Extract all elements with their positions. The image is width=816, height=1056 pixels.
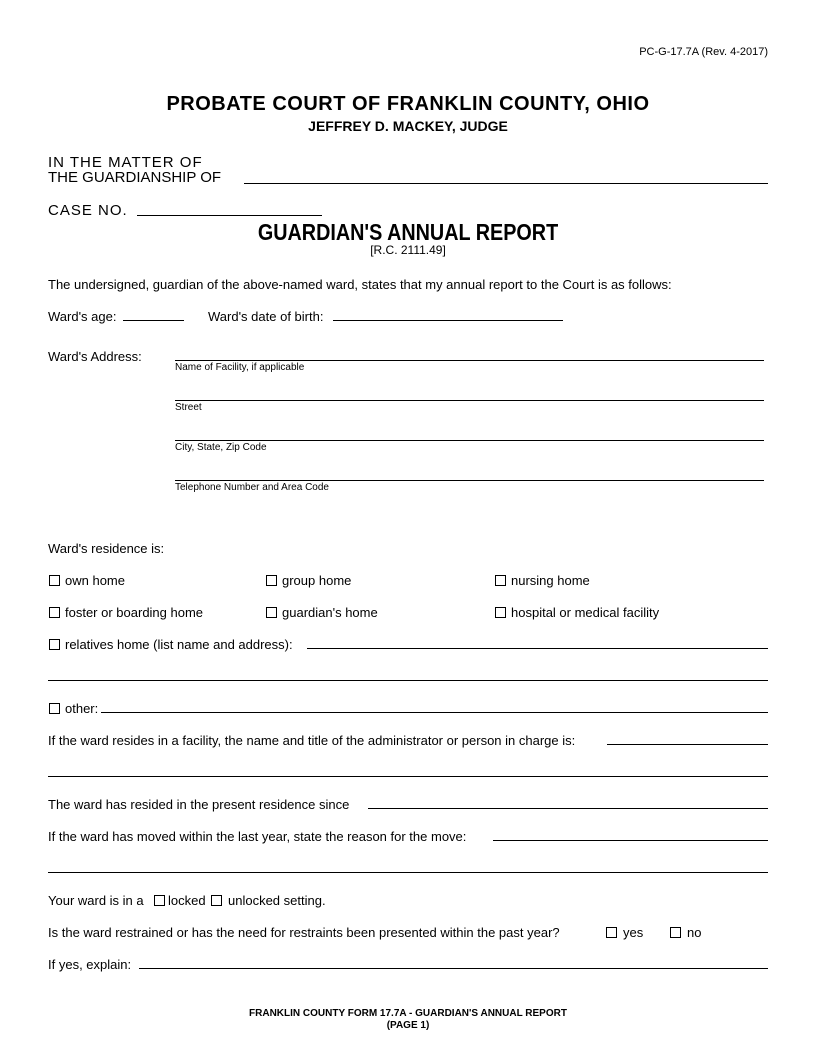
group-home-checkbox[interactable] — [266, 575, 277, 586]
relatives-home-label: relatives home (list name and address): — [65, 637, 293, 652]
street-field[interactable] — [175, 400, 764, 401]
relatives-home-field-2[interactable] — [48, 680, 768, 681]
restraint-no-label: no — [687, 925, 702, 940]
setting-prefix: Your ward is in a — [48, 893, 144, 908]
restraint-question: Is the ward restrained or has the need for restraints been presented within the past year? — [48, 925, 560, 940]
hospital-checkbox[interactable] — [495, 607, 506, 618]
case-no-label: CASE NO. — [48, 202, 128, 219]
foster-home-label: foster or boarding home — [65, 605, 204, 620]
ward-age-field[interactable] — [123, 320, 184, 321]
other-checkbox[interactable] — [49, 703, 60, 714]
relatives-home-checkbox[interactable] — [49, 639, 60, 650]
matter-label-1: IN THE MATTER OF — [48, 154, 203, 171]
guardians-home-checkbox[interactable] — [266, 607, 277, 618]
resided-since-label: The ward has resided in the present residence since — [48, 797, 350, 812]
group-home-label: group home — [282, 573, 352, 588]
other-label: other: — [65, 701, 99, 716]
relatives-home-field[interactable] — [307, 648, 768, 649]
moved-reason-field-2[interactable] — [48, 872, 768, 873]
facility-name-caption: Name of Facility, if applicable — [175, 362, 305, 373]
other-field[interactable] — [101, 712, 768, 713]
city-state-zip-field[interactable] — [175, 440, 764, 441]
facility-admin-label: If the ward resides in a facility, the name and title of the administrator or person in charge is: — [48, 733, 576, 748]
resided-since-field[interactable] — [368, 808, 768, 809]
unlocked-label: unlocked setting. — [228, 893, 326, 908]
case-no-field[interactable] — [137, 215, 322, 216]
ward-dob-field[interactable] — [333, 320, 563, 321]
street-caption: Street — [175, 402, 202, 413]
residence-label: Ward's residence is: — [48, 541, 165, 556]
court-title: PROBATE COURT OF FRANKLIN COUNTY, OHIO — [166, 93, 650, 115]
restraint-no-checkbox[interactable] — [670, 927, 681, 938]
ward-address-label: Ward's Address: — [48, 349, 142, 364]
facility-name-field[interactable] — [175, 360, 764, 361]
restraint-yes-checkbox[interactable] — [606, 927, 617, 938]
moved-reason-label: If the ward has moved within the last year, state the reason for the move: — [48, 829, 467, 844]
matter-label-2: THE GUARDIANSHIP OF — [48, 169, 222, 186]
ward-dob-label: Ward's date of birth: — [208, 309, 324, 324]
intro-text: The undersigned, guardian of the above-named ward, states that my annual report to the Court is as follows: — [48, 277, 672, 292]
hospital-label: hospital or medical facility — [511, 605, 660, 620]
statute-reference: [R.C. 2111.49] — [370, 243, 446, 257]
judge-name: JEFFREY D. MACKEY, JUDGE — [308, 118, 508, 134]
form-code: PC-G-17.7A (Rev. 4-2017) — [639, 46, 768, 58]
nursing-home-checkbox[interactable] — [495, 575, 506, 586]
explain-label: If yes, explain: — [48, 957, 132, 972]
moved-reason-field[interactable] — [493, 840, 768, 841]
locked-checkbox[interactable] — [154, 895, 165, 906]
nursing-home-label: nursing home — [511, 573, 590, 588]
facility-admin-field-2[interactable] — [48, 776, 768, 777]
footer-page-number: (PAGE 1) — [386, 1020, 430, 1031]
own-home-checkbox[interactable] — [49, 575, 60, 586]
telephone-caption: Telephone Number and Area Code — [175, 482, 329, 493]
ward-age-label: Ward's age: — [48, 309, 117, 324]
telephone-field[interactable] — [175, 480, 764, 481]
facility-admin-field[interactable] — [607, 744, 768, 745]
foster-home-checkbox[interactable] — [49, 607, 60, 618]
footer-form-name: FRANKLIN COUNTY FORM 17.7A - GUARDIAN'S ANNUAL REPORT — [249, 1008, 567, 1019]
own-home-label: own home — [65, 573, 125, 588]
guardianship-of-field[interactable] — [244, 183, 768, 184]
guardians-home-label: guardian's home — [282, 605, 378, 620]
unlocked-checkbox[interactable] — [211, 895, 222, 906]
city-state-zip-caption: City, State, Zip Code — [175, 442, 267, 453]
explain-field[interactable] — [139, 968, 768, 969]
report-title: GUARDIAN'S ANNUAL REPORT — [257, 219, 559, 245]
locked-label: locked — [168, 893, 206, 908]
restraint-yes-label: yes — [623, 925, 644, 940]
